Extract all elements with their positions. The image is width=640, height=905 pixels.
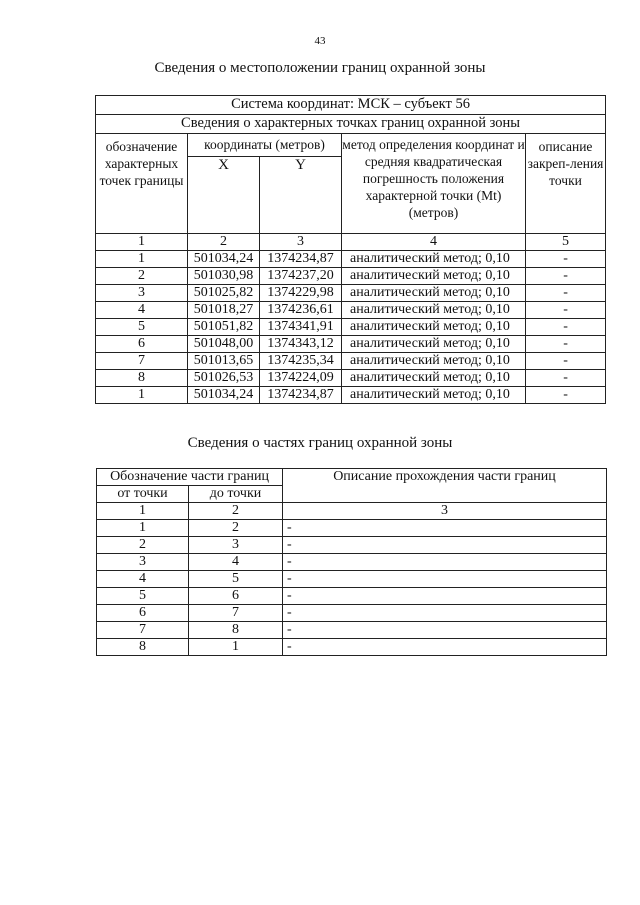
description-cell: - xyxy=(526,387,606,404)
column-number: 1 xyxy=(97,503,189,520)
method-cell: аналитический метод; 0,10 xyxy=(342,302,526,319)
y-cell: 1374224,09 xyxy=(260,370,342,387)
to-point-cell: 7 xyxy=(189,605,283,622)
table-row xyxy=(96,319,606,336)
description-cell: - xyxy=(526,336,606,353)
part-description-cell: - xyxy=(283,622,607,639)
to-point-cell: 1 xyxy=(189,639,283,656)
part-description-cell: - xyxy=(283,588,607,605)
description-cell: - xyxy=(526,285,606,302)
part-description-cell: - xyxy=(283,571,607,588)
header-method: метод определения координат и средняя квадратическая погрешность положения характерной точки (Mt) (метров) xyxy=(342,134,526,234)
boundary-parts-table xyxy=(96,468,607,656)
y-cell: 1374236,61 xyxy=(260,302,342,319)
to-point-cell: 4 xyxy=(189,554,283,571)
point-cell: 2 xyxy=(96,268,188,285)
description-cell: - xyxy=(526,370,606,387)
point-cell: 8 xyxy=(96,370,188,387)
x-cell: 501025,82 xyxy=(188,285,260,302)
header-part-description: Описание прохождения части границ xyxy=(283,469,607,503)
table-row xyxy=(96,370,606,387)
method-cell: аналитический метод; 0,10 xyxy=(342,387,526,404)
to-point-cell: 6 xyxy=(189,588,283,605)
description-cell: - xyxy=(526,353,606,370)
column-number: 5 xyxy=(526,234,606,251)
part-description-cell: - xyxy=(283,520,607,537)
column-number: 2 xyxy=(189,503,283,520)
characteristic-points-header: Сведения о характерных точках границ охранной зоны xyxy=(96,115,606,134)
part-description-cell: - xyxy=(283,639,607,656)
from-point-cell: 2 xyxy=(97,537,189,554)
from-point-cell: 4 xyxy=(97,571,189,588)
description-cell: - xyxy=(526,251,606,268)
column-number: 3 xyxy=(283,503,607,520)
method-cell: аналитический метод; 0,10 xyxy=(342,370,526,387)
to-point-cell: 5 xyxy=(189,571,283,588)
point-cell: 5 xyxy=(96,319,188,336)
column-number: 2 xyxy=(188,234,260,251)
method-cell: аналитический метод; 0,10 xyxy=(342,353,526,370)
from-point-cell: 3 xyxy=(97,554,189,571)
table-row xyxy=(97,605,607,622)
description-cell: - xyxy=(526,268,606,285)
section-title-boundary-parts: Сведения о частях границ охранной зоны xyxy=(187,435,453,451)
x-cell: 501030,98 xyxy=(188,268,260,285)
point-cell: 1 xyxy=(96,387,188,404)
part-description-cell: - xyxy=(283,605,607,622)
y-cell: 1374235,34 xyxy=(260,353,342,370)
x-cell: 501034,24 xyxy=(188,251,260,268)
table-row xyxy=(97,537,607,554)
method-cell: аналитический метод; 0,10 xyxy=(342,268,526,285)
table-row xyxy=(97,571,607,588)
table-row xyxy=(97,554,607,571)
to-point-cell: 8 xyxy=(189,622,283,639)
table-row xyxy=(96,353,606,370)
header-y: Y xyxy=(260,157,342,234)
point-cell: 4 xyxy=(96,302,188,319)
point-cell: 1 xyxy=(96,251,188,268)
to-point-cell: 3 xyxy=(189,537,283,554)
header-from-point: от точки xyxy=(97,486,189,503)
x-cell: 501034,24 xyxy=(188,387,260,404)
x-cell: 501018,27 xyxy=(188,302,260,319)
table-row xyxy=(97,639,607,656)
page-number: 43 xyxy=(314,35,326,47)
y-cell: 1374341,91 xyxy=(260,319,342,336)
table-row xyxy=(96,336,606,353)
method-cell: аналитический метод; 0,10 xyxy=(342,251,526,268)
table-row xyxy=(97,588,607,605)
table-row xyxy=(96,285,606,302)
header-coordinates: координаты (метров) xyxy=(188,134,342,157)
header-x: X xyxy=(188,157,260,234)
table-row xyxy=(96,387,606,404)
description-cell: - xyxy=(526,319,606,336)
x-cell: 501026,53 xyxy=(188,370,260,387)
method-cell: аналитический метод; 0,10 xyxy=(342,285,526,302)
point-cell: 6 xyxy=(96,336,188,353)
x-cell: 501048,00 xyxy=(188,336,260,353)
table-row xyxy=(96,268,606,285)
method-cell: аналитический метод; 0,10 xyxy=(342,319,526,336)
part-description-cell: - xyxy=(283,554,607,571)
from-point-cell: 1 xyxy=(97,520,189,537)
coordinates-table xyxy=(95,95,606,404)
description-cell: - xyxy=(526,302,606,319)
header-description: описание закреп-ления точки xyxy=(526,134,606,234)
section-title-boundary-location: Сведения о местоположении границ охранной зоны xyxy=(154,60,486,76)
table-row xyxy=(97,622,607,639)
table-row xyxy=(96,251,606,268)
y-cell: 1374229,98 xyxy=(260,285,342,302)
part-description-cell: - xyxy=(283,537,607,554)
point-cell: 7 xyxy=(96,353,188,370)
method-cell: аналитический метод; 0,10 xyxy=(342,336,526,353)
y-cell: 1374237,20 xyxy=(260,268,342,285)
table-row xyxy=(96,302,606,319)
column-number: 1 xyxy=(96,234,188,251)
y-cell: 1374234,87 xyxy=(260,251,342,268)
point-cell: 3 xyxy=(96,285,188,302)
table-row xyxy=(97,520,607,537)
coordinate-system-header: Система координат: МСК – субъект 56 xyxy=(96,96,606,115)
header-point-designation: обозначение характерных точек границы xyxy=(96,134,188,234)
y-cell: 1374343,12 xyxy=(260,336,342,353)
from-point-cell: 5 xyxy=(97,588,189,605)
from-point-cell: 6 xyxy=(97,605,189,622)
x-cell: 501013,65 xyxy=(188,353,260,370)
x-cell: 501051,82 xyxy=(188,319,260,336)
from-point-cell: 7 xyxy=(97,622,189,639)
from-point-cell: 8 xyxy=(97,639,189,656)
column-number: 3 xyxy=(260,234,342,251)
to-point-cell: 2 xyxy=(189,520,283,537)
header-to-point: до точки xyxy=(189,486,283,503)
y-cell: 1374234,87 xyxy=(260,387,342,404)
column-number: 4 xyxy=(342,234,526,251)
header-part-designation: Обозначение части границ xyxy=(97,469,283,486)
